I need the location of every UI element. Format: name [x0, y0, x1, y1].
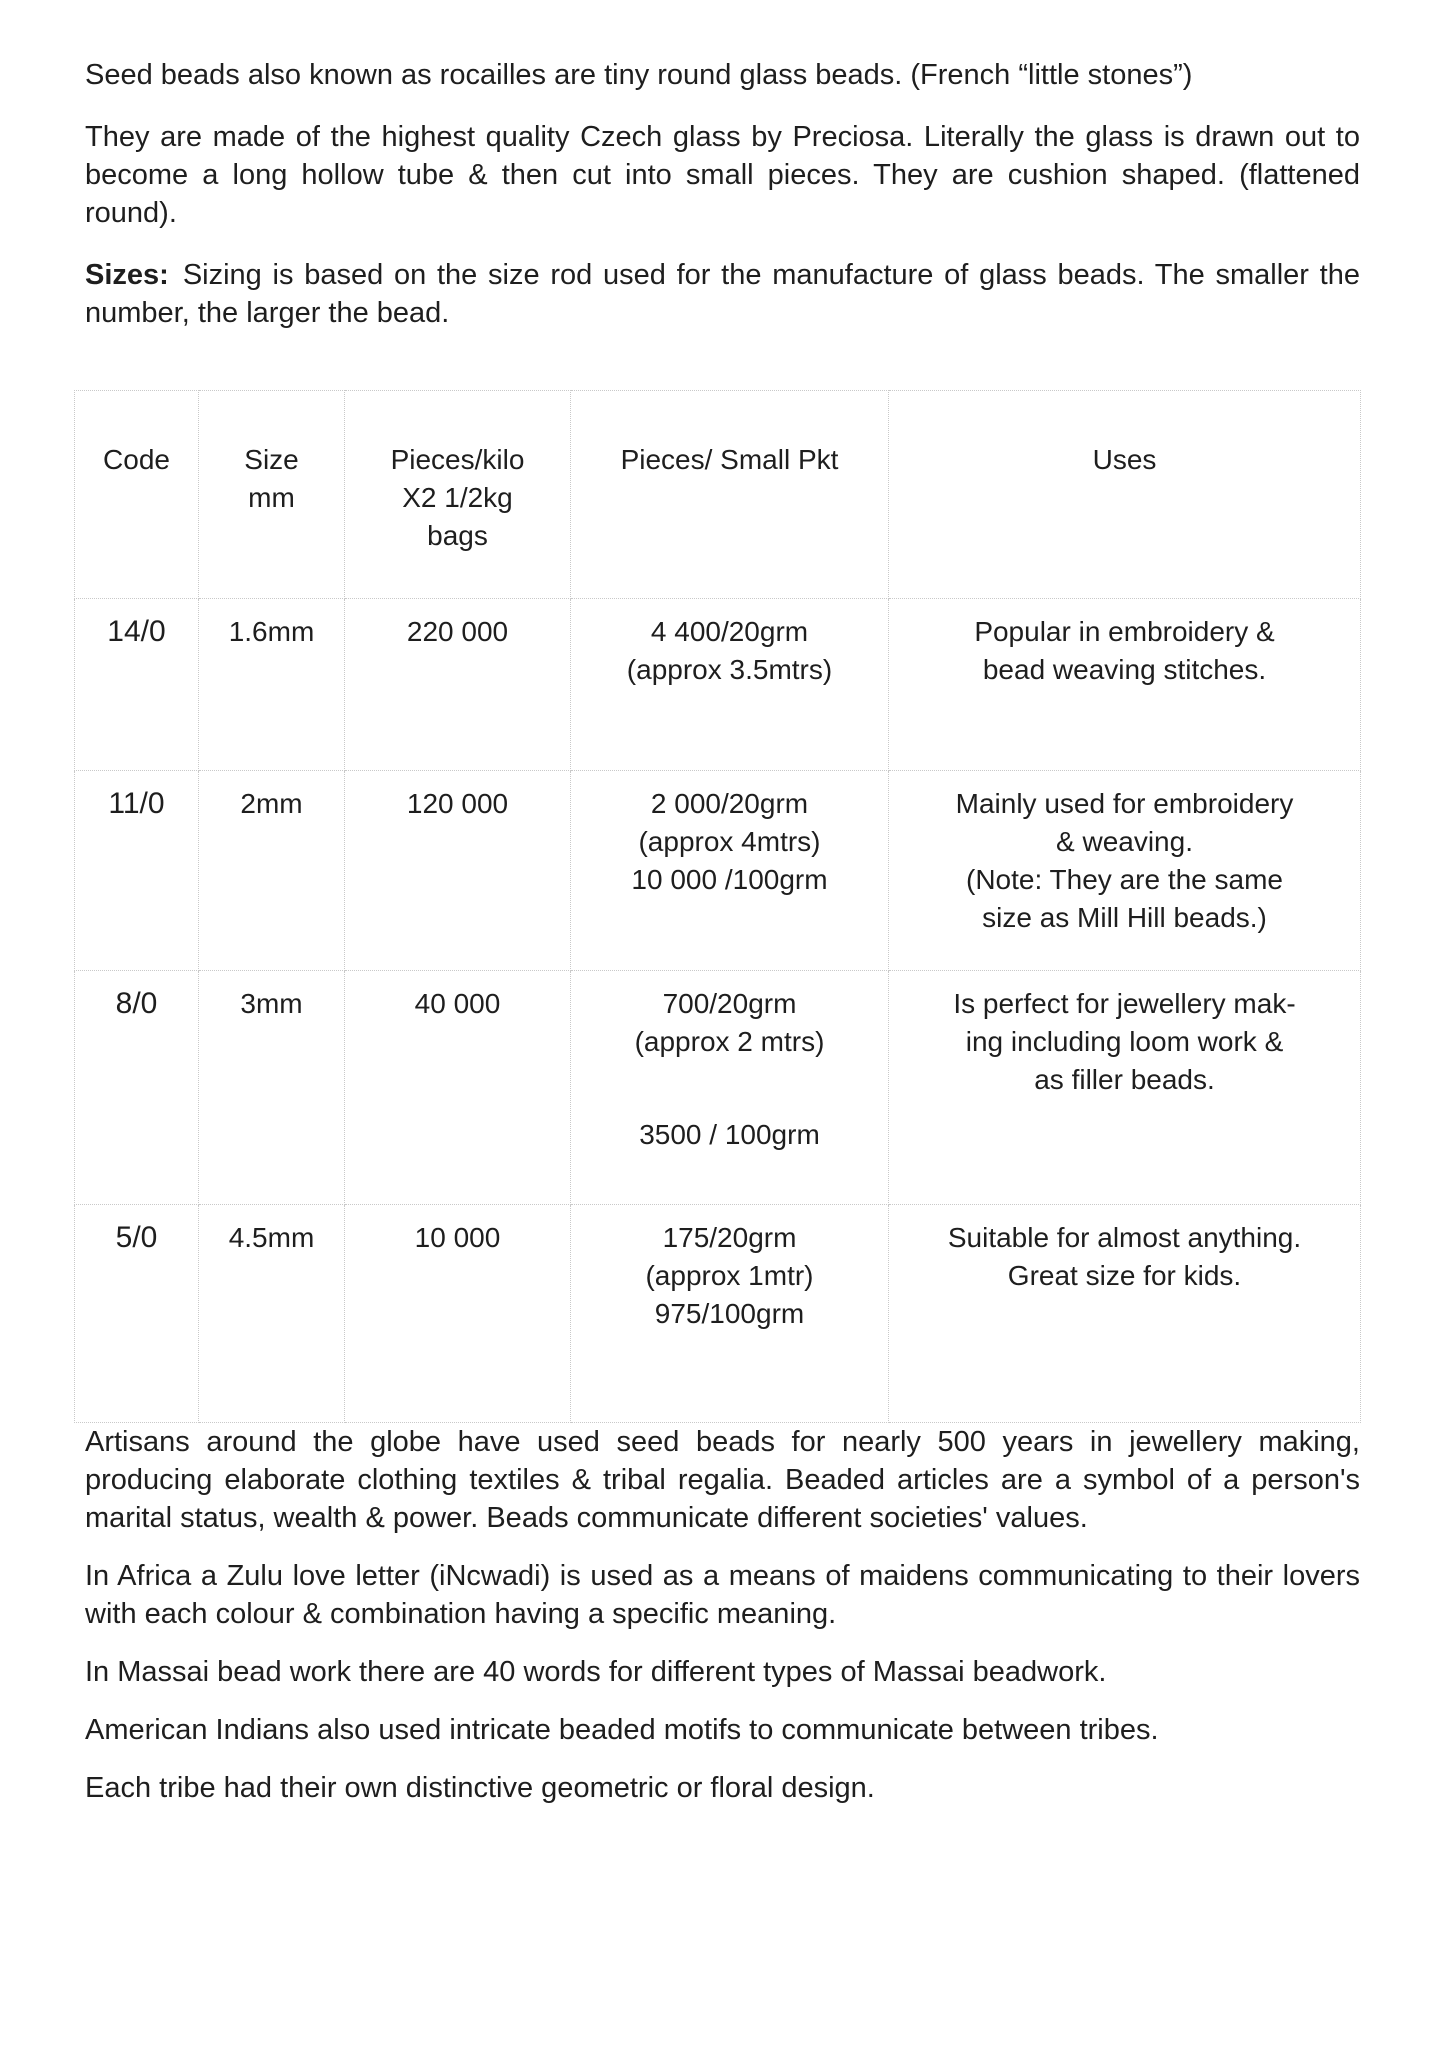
uses-line: Mainly used for embroidery	[955, 788, 1294, 819]
intro-paragraph-1: Seed beads also known as rocailles are tiny round glass beads. (French “little stones”)	[85, 59, 1193, 91]
uses-line: ing including loom work &	[965, 1026, 1284, 1057]
uses-line: & weaving.	[1056, 826, 1193, 857]
header-size-line-1: Size	[244, 444, 299, 475]
small-pkt-line: (approx 4mtrs)	[638, 826, 821, 857]
cell-code: 14/0	[75, 599, 199, 771]
header-pieces-kilo-line-2: X2 1/2kg	[402, 482, 513, 513]
cell-pieces-kilo: 10 000	[345, 1205, 571, 1423]
cell-size: 3mm	[199, 971, 345, 1205]
small-pkt-line: 2 000/20grm	[650, 788, 809, 819]
uses-line: Is perfect for jewellery mak-	[953, 988, 1296, 1019]
small-pkt-line: (approx 3.5mtrs)	[626, 654, 833, 685]
cell-pieces-kilo: 40 000	[345, 971, 571, 1205]
uses-line: bead weaving stitches.	[982, 654, 1267, 685]
outro-paragraph-3: In Massai bead work there are 40 words for different types of Massai beadwork.	[85, 1656, 1107, 1688]
small-pkt-line: 10 000 /100grm	[631, 864, 828, 895]
cell-uses	[889, 599, 1361, 771]
sizes-label: Sizes:	[85, 259, 169, 291]
small-pkt-line: 4 400/20grm	[650, 616, 809, 647]
cell-uses	[889, 1205, 1361, 1423]
header-code: Code	[75, 391, 199, 599]
header-small-pkt: Pieces/ Small Pkt	[571, 391, 889, 599]
header-pieces-kilo-line-1: Pieces/kilo	[390, 444, 525, 475]
header-size-line-2: mm	[248, 482, 295, 513]
small-pkt-line: 700/20grm	[662, 988, 797, 1019]
cell-uses	[889, 771, 1361, 971]
uses-line: Popular in embroidery &	[974, 616, 1275, 647]
small-pkt-line: (approx 2 mtrs)	[634, 1026, 825, 1057]
cell-pieces-kilo: 120 000	[345, 771, 571, 971]
header-pieces-kilo	[345, 391, 571, 599]
cell-size: 1.6mm	[199, 599, 345, 771]
table-row-14-0	[75, 599, 1361, 771]
table-row-11-0	[75, 771, 1361, 971]
cell-small-pkt	[571, 771, 889, 971]
cell-small-pkt	[571, 1205, 889, 1423]
cell-code: 11/0	[75, 771, 199, 971]
cell-size: 2mm	[199, 771, 345, 971]
table-header-row	[75, 391, 1361, 599]
table-row-8-0	[75, 971, 1361, 1205]
small-pkt-line: 175/20grm	[662, 1222, 797, 1253]
cell-pieces-kilo: 220 000	[345, 599, 571, 771]
uses-line: Suitable for almost anything.	[947, 1222, 1302, 1253]
uses-line: as filler beads.	[1034, 1064, 1215, 1095]
outro-paragraph-1: Artisans around the globe have used seed beads for nearly 500 years in jewellery making, producing elaborate clothing textiles & tribal regalia. Beaded articles are a symbol of a person's marital status, wealth & power. Beads communicate different societies' values.	[85, 1426, 1360, 1534]
uses-line: size as Mill Hill beads.)	[982, 902, 1267, 933]
outro-paragraph-5: Each tribe had their own distinctive geometric or floral design.	[85, 1772, 875, 1804]
cell-code: 8/0	[75, 971, 199, 1205]
small-pkt-line: (approx 1mtr)	[645, 1260, 814, 1291]
outro-paragraph-4: American Indians also used intricate beaded motifs to communicate between tribes.	[85, 1714, 1159, 1746]
small-pkt-line: 3500 / 100grm	[639, 1119, 820, 1150]
cell-small-pkt	[571, 971, 889, 1205]
small-pkt-spacer	[577, 1061, 882, 1116]
sizes-paragraph	[85, 256, 1360, 332]
cell-size: 4.5mm	[199, 1205, 345, 1423]
sizes-text: Sizing is based on the size rod used for the manufacture of glass beads. The smaller the number, the larger the bead.	[85, 259, 1360, 329]
small-pkt-line: 975/100grm	[654, 1298, 805, 1329]
uses-line: Great size for kids.	[1007, 1260, 1242, 1291]
cell-small-pkt	[571, 599, 889, 771]
table-row-5-0	[75, 1205, 1361, 1423]
header-pieces-kilo-line-3: bags	[427, 520, 488, 551]
cell-uses	[889, 971, 1361, 1205]
intro-paragraph-2: They are made of the highest quality Czech glass by Preciosa. Literally the glass is drawn out to become a long hollow tube & then cut into small pieces. They are cushion shaped. (flattened round).	[85, 121, 1360, 229]
header-size	[199, 391, 345, 599]
uses-line: (Note: They are the same	[966, 864, 1283, 895]
outro-paragraph-2: In Africa a Zulu love letter (iNcwadi) is used as a means of maidens communicating to their lovers with each colour & combination having a specific meaning.	[85, 1560, 1360, 1630]
header-uses: Uses	[889, 391, 1361, 599]
seed-bead-size-table	[74, 390, 1361, 1423]
cell-code: 5/0	[75, 1205, 199, 1423]
